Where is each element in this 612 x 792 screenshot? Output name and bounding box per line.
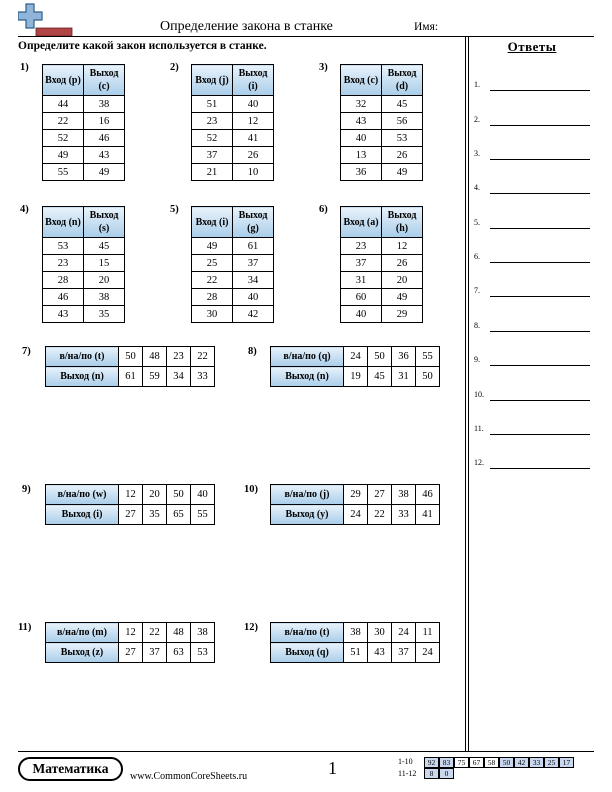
table-row bbox=[192, 306, 274, 323]
output-cell: 16 bbox=[84, 113, 125, 130]
output-cell: 53 bbox=[382, 130, 423, 147]
table-row bbox=[43, 164, 125, 181]
input-header: Вход (a) bbox=[341, 207, 382, 238]
answer-column-divider bbox=[465, 36, 466, 751]
function-table bbox=[270, 484, 440, 525]
answer-line[interactable] bbox=[490, 125, 590, 126]
output-header: Выход (n) bbox=[271, 367, 344, 387]
score-cell: 83 bbox=[439, 757, 454, 768]
score-cell: 17 bbox=[559, 757, 574, 768]
output-header: Выход (i) bbox=[46, 505, 119, 525]
table-row bbox=[43, 255, 125, 272]
output-cell: 38 bbox=[84, 289, 125, 306]
output-cell: 43 bbox=[368, 643, 392, 663]
input-header: Вход (i) bbox=[192, 207, 233, 238]
score-cell: 8 bbox=[424, 768, 439, 779]
score-row-label: 1-10 bbox=[398, 757, 413, 766]
table-row bbox=[192, 238, 274, 255]
input-cell: 36 bbox=[341, 164, 382, 181]
output-cell: 61 bbox=[119, 367, 143, 387]
input-cell: 38 bbox=[344, 623, 368, 643]
input-cell: 40 bbox=[191, 485, 215, 505]
output-cell: 45 bbox=[382, 96, 423, 113]
problem-number: 7) bbox=[22, 346, 31, 357]
input-header: Вход (n) bbox=[43, 207, 84, 238]
function-table bbox=[340, 64, 423, 181]
output-cell: 35 bbox=[84, 306, 125, 323]
answer-line[interactable] bbox=[490, 90, 590, 91]
output-cell: 65 bbox=[167, 505, 191, 525]
output-cell: 41 bbox=[233, 130, 274, 147]
input-cell: 25 bbox=[192, 255, 233, 272]
output-cell: 15 bbox=[84, 255, 125, 272]
input-cell: 55 bbox=[43, 164, 84, 181]
output-cell: 43 bbox=[84, 147, 125, 164]
answer-number: 9. bbox=[474, 355, 480, 364]
output-cell: 22 bbox=[368, 505, 392, 525]
input-header: в/на/по (t) bbox=[271, 623, 344, 643]
output-cell: 33 bbox=[392, 505, 416, 525]
problem-number: 8) bbox=[248, 346, 257, 357]
output-cell: 49 bbox=[84, 164, 125, 181]
answer-line[interactable] bbox=[490, 331, 590, 332]
input-cell: 23 bbox=[341, 238, 382, 255]
output-cell: 19 bbox=[344, 367, 368, 387]
problem-number: 10) bbox=[244, 484, 258, 495]
table-row bbox=[341, 130, 423, 147]
output-cell: 27 bbox=[119, 643, 143, 663]
function-table bbox=[45, 346, 215, 387]
input-cell: 12 bbox=[119, 623, 143, 643]
table-row bbox=[192, 255, 274, 272]
input-cell: 23 bbox=[192, 113, 233, 130]
answer-column-divider-inner bbox=[468, 36, 469, 751]
input-cell: 40 bbox=[341, 306, 382, 323]
output-cell: 31 bbox=[392, 367, 416, 387]
function-table bbox=[340, 206, 423, 323]
output-header: Выход (y) bbox=[271, 505, 344, 525]
function-table bbox=[270, 622, 440, 663]
answer-number: 4. bbox=[474, 183, 480, 192]
output-cell: 35 bbox=[143, 505, 167, 525]
table-row bbox=[341, 238, 423, 255]
input-cell: 52 bbox=[43, 130, 84, 147]
output-header: Выход (n) bbox=[46, 367, 119, 387]
input-cell: 50 bbox=[167, 485, 191, 505]
output-cell: 63 bbox=[167, 643, 191, 663]
answer-number: 8. bbox=[474, 321, 480, 330]
input-header: Вход (p) bbox=[43, 65, 84, 96]
input-cell: 23 bbox=[167, 347, 191, 367]
output-cell: 49 bbox=[382, 164, 423, 181]
output-cell: 37 bbox=[392, 643, 416, 663]
output-cell: 24 bbox=[416, 643, 440, 663]
table-row bbox=[192, 130, 274, 147]
answers-title: Ответы bbox=[507, 39, 557, 54]
output-cell: 56 bbox=[382, 113, 423, 130]
output-cell: 45 bbox=[368, 367, 392, 387]
function-table bbox=[45, 622, 215, 663]
output-cell: 33 bbox=[191, 367, 215, 387]
answer-number: 10. bbox=[474, 390, 484, 399]
score-cell: 67 bbox=[469, 757, 484, 768]
input-cell: 28 bbox=[192, 289, 233, 306]
input-cell: 20 bbox=[143, 485, 167, 505]
problem-number: 6) bbox=[319, 204, 328, 215]
input-cell: 13 bbox=[341, 147, 382, 164]
output-cell: 50 bbox=[416, 367, 440, 387]
output-cell: 55 bbox=[191, 505, 215, 525]
input-cell: 37 bbox=[341, 255, 382, 272]
table-row bbox=[341, 272, 423, 289]
input-cell: 38 bbox=[191, 623, 215, 643]
function-table bbox=[270, 346, 440, 387]
input-header: в/на/по (w) bbox=[46, 485, 119, 505]
output-header: Выход (i) bbox=[233, 65, 274, 96]
score-cell: 42 bbox=[514, 757, 529, 768]
subject-badge: Математика bbox=[18, 757, 123, 781]
output-header: Выход (c) bbox=[84, 65, 125, 96]
input-cell: 51 bbox=[192, 96, 233, 113]
output-cell: 59 bbox=[143, 367, 167, 387]
answer-number: 1. bbox=[474, 80, 480, 89]
output-cell: 40 bbox=[233, 96, 274, 113]
input-cell: 43 bbox=[341, 113, 382, 130]
output-cell: 34 bbox=[233, 272, 274, 289]
output-cell: 51 bbox=[344, 643, 368, 663]
score-cell: 50 bbox=[499, 757, 514, 768]
problem-number: 1) bbox=[20, 62, 29, 73]
input-cell: 43 bbox=[43, 306, 84, 323]
output-header: Выход (d) bbox=[382, 65, 423, 96]
answer-number: 5. bbox=[474, 218, 480, 227]
function-table bbox=[42, 64, 125, 181]
input-cell: 30 bbox=[192, 306, 233, 323]
input-cell: 29 bbox=[344, 485, 368, 505]
input-header: в/на/по (q) bbox=[271, 347, 344, 367]
table-row bbox=[43, 130, 125, 147]
input-header: в/на/по (j) bbox=[271, 485, 344, 505]
name-label: Имя: bbox=[414, 21, 439, 33]
answer-line[interactable] bbox=[490, 400, 590, 401]
input-cell: 31 bbox=[341, 272, 382, 289]
problem-number: 2) bbox=[170, 62, 179, 73]
problem-number: 11) bbox=[18, 622, 32, 633]
input-cell: 23 bbox=[43, 255, 84, 272]
table-row bbox=[43, 96, 125, 113]
output-cell: 37 bbox=[143, 643, 167, 663]
output-header: Выход (g) bbox=[233, 207, 274, 238]
page-title: Определение закона в станке bbox=[160, 19, 333, 34]
input-cell: 49 bbox=[192, 238, 233, 255]
input-cell: 11 bbox=[416, 623, 440, 643]
input-cell: 21 bbox=[192, 164, 233, 181]
input-cell: 22 bbox=[43, 113, 84, 130]
score-cell: 92 bbox=[424, 757, 439, 768]
function-table bbox=[191, 64, 274, 181]
input-cell: 38 bbox=[392, 485, 416, 505]
table-row bbox=[192, 272, 274, 289]
score-row-label: 11-12 bbox=[398, 769, 417, 778]
output-cell: 27 bbox=[119, 505, 143, 525]
output-cell: 41 bbox=[416, 505, 440, 525]
input-cell: 53 bbox=[43, 238, 84, 255]
answer-number: 7. bbox=[474, 286, 480, 295]
score-cell: 25 bbox=[544, 757, 559, 768]
answer-line[interactable] bbox=[490, 228, 590, 229]
input-cell: 37 bbox=[192, 147, 233, 164]
answer-line[interactable] bbox=[490, 468, 590, 469]
output-cell: 42 bbox=[233, 306, 274, 323]
output-cell: 26 bbox=[382, 147, 423, 164]
function-table bbox=[42, 206, 125, 323]
table-row bbox=[43, 238, 125, 255]
table-row bbox=[341, 306, 423, 323]
input-cell: 50 bbox=[119, 347, 143, 367]
output-cell: 45 bbox=[84, 238, 125, 255]
table-row bbox=[192, 96, 274, 113]
input-cell: 30 bbox=[368, 623, 392, 643]
output-cell: 37 bbox=[233, 255, 274, 272]
output-cell: 20 bbox=[84, 272, 125, 289]
output-cell: 49 bbox=[382, 289, 423, 306]
input-cell: 32 bbox=[341, 96, 382, 113]
output-cell: 20 bbox=[382, 272, 423, 289]
answer-line[interactable] bbox=[490, 296, 590, 297]
problem-number: 9) bbox=[22, 484, 31, 495]
problem-number: 4) bbox=[20, 204, 29, 215]
answer-line[interactable] bbox=[490, 262, 590, 263]
score-cell: 33 bbox=[529, 757, 544, 768]
input-cell: 40 bbox=[341, 130, 382, 147]
answer-line[interactable] bbox=[490, 193, 590, 194]
problem-number: 3) bbox=[319, 62, 328, 73]
score-cell: 58 bbox=[484, 757, 499, 768]
input-cell: 24 bbox=[344, 347, 368, 367]
answer-line[interactable] bbox=[490, 365, 590, 366]
input-header: в/на/по (t) bbox=[46, 347, 119, 367]
input-header: в/на/по (m) bbox=[46, 623, 119, 643]
problem-number: 5) bbox=[170, 204, 179, 215]
page-number: 1 bbox=[328, 758, 337, 778]
input-cell: 55 bbox=[416, 347, 440, 367]
table-row bbox=[341, 113, 423, 130]
input-cell: 22 bbox=[192, 272, 233, 289]
input-cell: 36 bbox=[392, 347, 416, 367]
score-cell: 0 bbox=[439, 768, 454, 779]
table-row bbox=[192, 113, 274, 130]
table-row bbox=[341, 147, 423, 164]
table-row bbox=[43, 289, 125, 306]
input-cell: 12 bbox=[119, 485, 143, 505]
input-cell: 49 bbox=[43, 147, 84, 164]
table-row bbox=[192, 164, 274, 181]
output-cell: 53 bbox=[191, 643, 215, 663]
output-cell: 26 bbox=[382, 255, 423, 272]
footer-divider bbox=[18, 751, 594, 752]
output-cell: 34 bbox=[167, 367, 191, 387]
output-cell: 29 bbox=[382, 306, 423, 323]
output-header: Выход (q) bbox=[271, 643, 344, 663]
output-cell: 61 bbox=[233, 238, 274, 255]
input-header: Вход (c) bbox=[341, 65, 382, 96]
instructions: Определите какой закон используется в станке. bbox=[18, 40, 267, 52]
output-header: Выход (z) bbox=[46, 643, 119, 663]
output-cell: 38 bbox=[84, 96, 125, 113]
input-cell: 44 bbox=[43, 96, 84, 113]
input-cell: 22 bbox=[143, 623, 167, 643]
input-cell: 52 bbox=[192, 130, 233, 147]
answer-line[interactable] bbox=[490, 159, 590, 160]
answer-number: 6. bbox=[474, 252, 480, 261]
input-cell: 27 bbox=[368, 485, 392, 505]
table-row bbox=[341, 96, 423, 113]
input-cell: 50 bbox=[368, 347, 392, 367]
problem-number: 12) bbox=[244, 622, 258, 633]
table-row bbox=[192, 147, 274, 164]
output-cell: 12 bbox=[382, 238, 423, 255]
input-cell: 22 bbox=[191, 347, 215, 367]
answer-number: 11. bbox=[474, 424, 484, 433]
function-table bbox=[191, 206, 274, 323]
table-row bbox=[341, 164, 423, 181]
input-header: Вход (j) bbox=[192, 65, 233, 96]
input-cell: 28 bbox=[43, 272, 84, 289]
input-cell: 46 bbox=[416, 485, 440, 505]
output-cell: 46 bbox=[84, 130, 125, 147]
input-cell: 48 bbox=[167, 623, 191, 643]
header-divider bbox=[18, 36, 594, 37]
answer-line[interactable] bbox=[490, 434, 590, 435]
input-cell: 24 bbox=[392, 623, 416, 643]
answer-number: 12. bbox=[474, 458, 484, 467]
output-cell: 12 bbox=[233, 113, 274, 130]
output-header: Выход (h) bbox=[382, 207, 423, 238]
table-row bbox=[341, 289, 423, 306]
input-cell: 46 bbox=[43, 289, 84, 306]
output-cell: 10 bbox=[233, 164, 274, 181]
table-row bbox=[192, 289, 274, 306]
input-cell: 60 bbox=[341, 289, 382, 306]
table-row bbox=[43, 306, 125, 323]
site-url: www.CommonCoreSheets.ru bbox=[130, 771, 248, 782]
table-row bbox=[43, 272, 125, 289]
math-logo-icon bbox=[18, 2, 76, 36]
score-cell: 75 bbox=[454, 757, 469, 768]
input-cell: 48 bbox=[143, 347, 167, 367]
table-row bbox=[341, 255, 423, 272]
table-row bbox=[43, 147, 125, 164]
output-cell: 40 bbox=[233, 289, 274, 306]
answer-number: 2. bbox=[474, 115, 480, 124]
output-cell: 26 bbox=[233, 147, 274, 164]
output-header: Выход (s) bbox=[84, 207, 125, 238]
function-table bbox=[45, 484, 215, 525]
output-cell: 24 bbox=[344, 505, 368, 525]
table-row bbox=[43, 113, 125, 130]
answer-number: 3. bbox=[474, 149, 480, 158]
